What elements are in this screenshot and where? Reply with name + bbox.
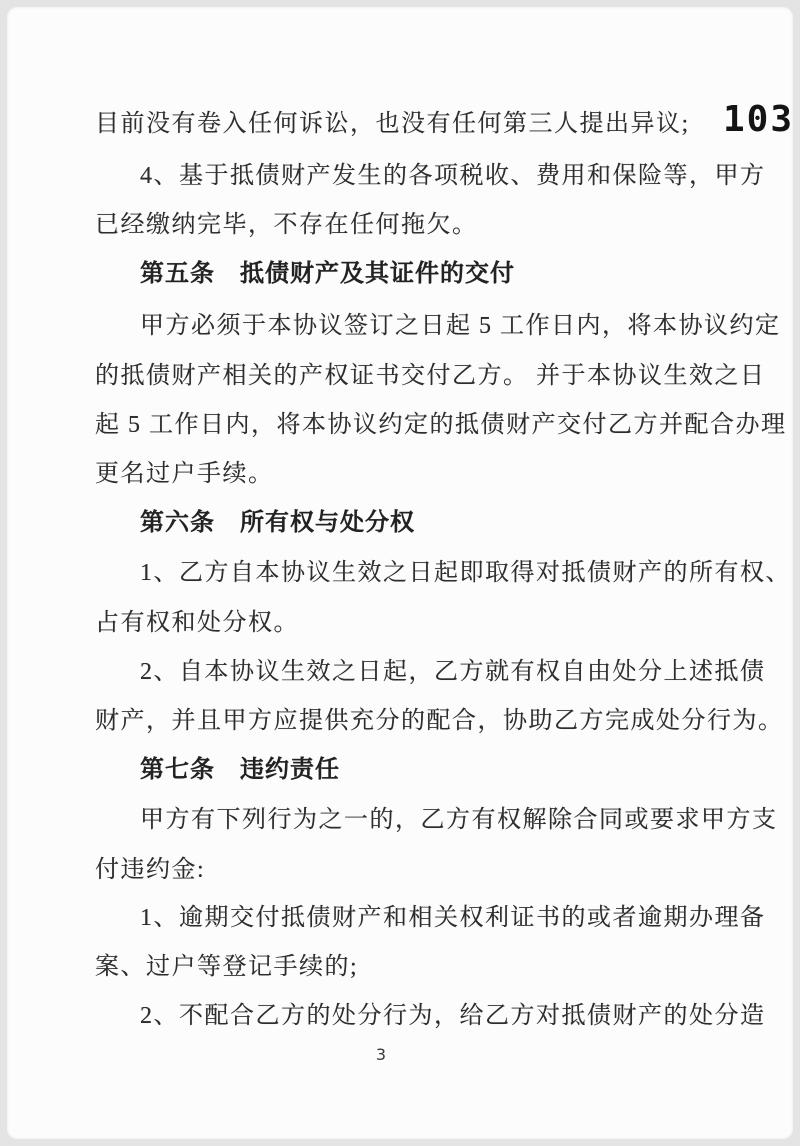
text-line: 财产，并且甲方应提供充分的配合，协助乙方完成处分行为。	[95, 708, 784, 734]
text-line-item1: 1、乙方自本协议生效之日起即取得对抵债财产的所有权、	[140, 560, 791, 586]
text-line: 目前没有卷入任何诉讼，也没有任何第三人提出异议;	[95, 111, 690, 137]
text-line-item2: 2、自本协议生效之日起，乙方就有权自由处分上述抵债	[140, 659, 766, 685]
text-line: 已经缴纳完毕，不存在任何拖欠。	[95, 212, 478, 238]
footer-page-number: 3	[375, 1045, 387, 1064]
text-line-clause4: 4、基于抵债财产发生的各项税收、费用和保险等，甲方	[140, 163, 766, 189]
text-line: 起 5 工作日内，将本协议约定的抵债财产交付乙方并配合办理	[95, 412, 787, 438]
page-stamp-number: 103	[723, 99, 795, 140]
text-line-item2: 2、不配合乙方的处分行为，给乙方对抵债财产的处分造	[140, 1003, 766, 1029]
text-line: 占有权和处分权。	[95, 610, 299, 636]
section-heading-article7: 第七条 违约责任	[140, 757, 340, 783]
text-line: 更名过户手续。	[95, 461, 274, 487]
text-line: 的抵债财产相关的产权证书交付乙方。 并于本协议生效之日	[95, 363, 766, 389]
text-line: 甲方必须于本协议签订之日起 5 工作日内，将本协议约定	[140, 313, 781, 339]
text-line: 案、过户等登记手续的;	[95, 954, 359, 980]
text-line-item1: 1、逾期交付抵债财产和相关权利证书的或者逾期办理备	[140, 905, 766, 931]
text-line: 付违约金:	[95, 857, 206, 883]
document-page	[7, 7, 793, 1139]
text-line: 甲方有下列行为之一的，乙方有权解除合同或要求甲方支	[140, 807, 778, 833]
section-heading-article6: 第六条 所有权与处分权	[140, 510, 415, 536]
section-heading-article5: 第五条 抵债财产及其证件的交付	[140, 261, 515, 287]
